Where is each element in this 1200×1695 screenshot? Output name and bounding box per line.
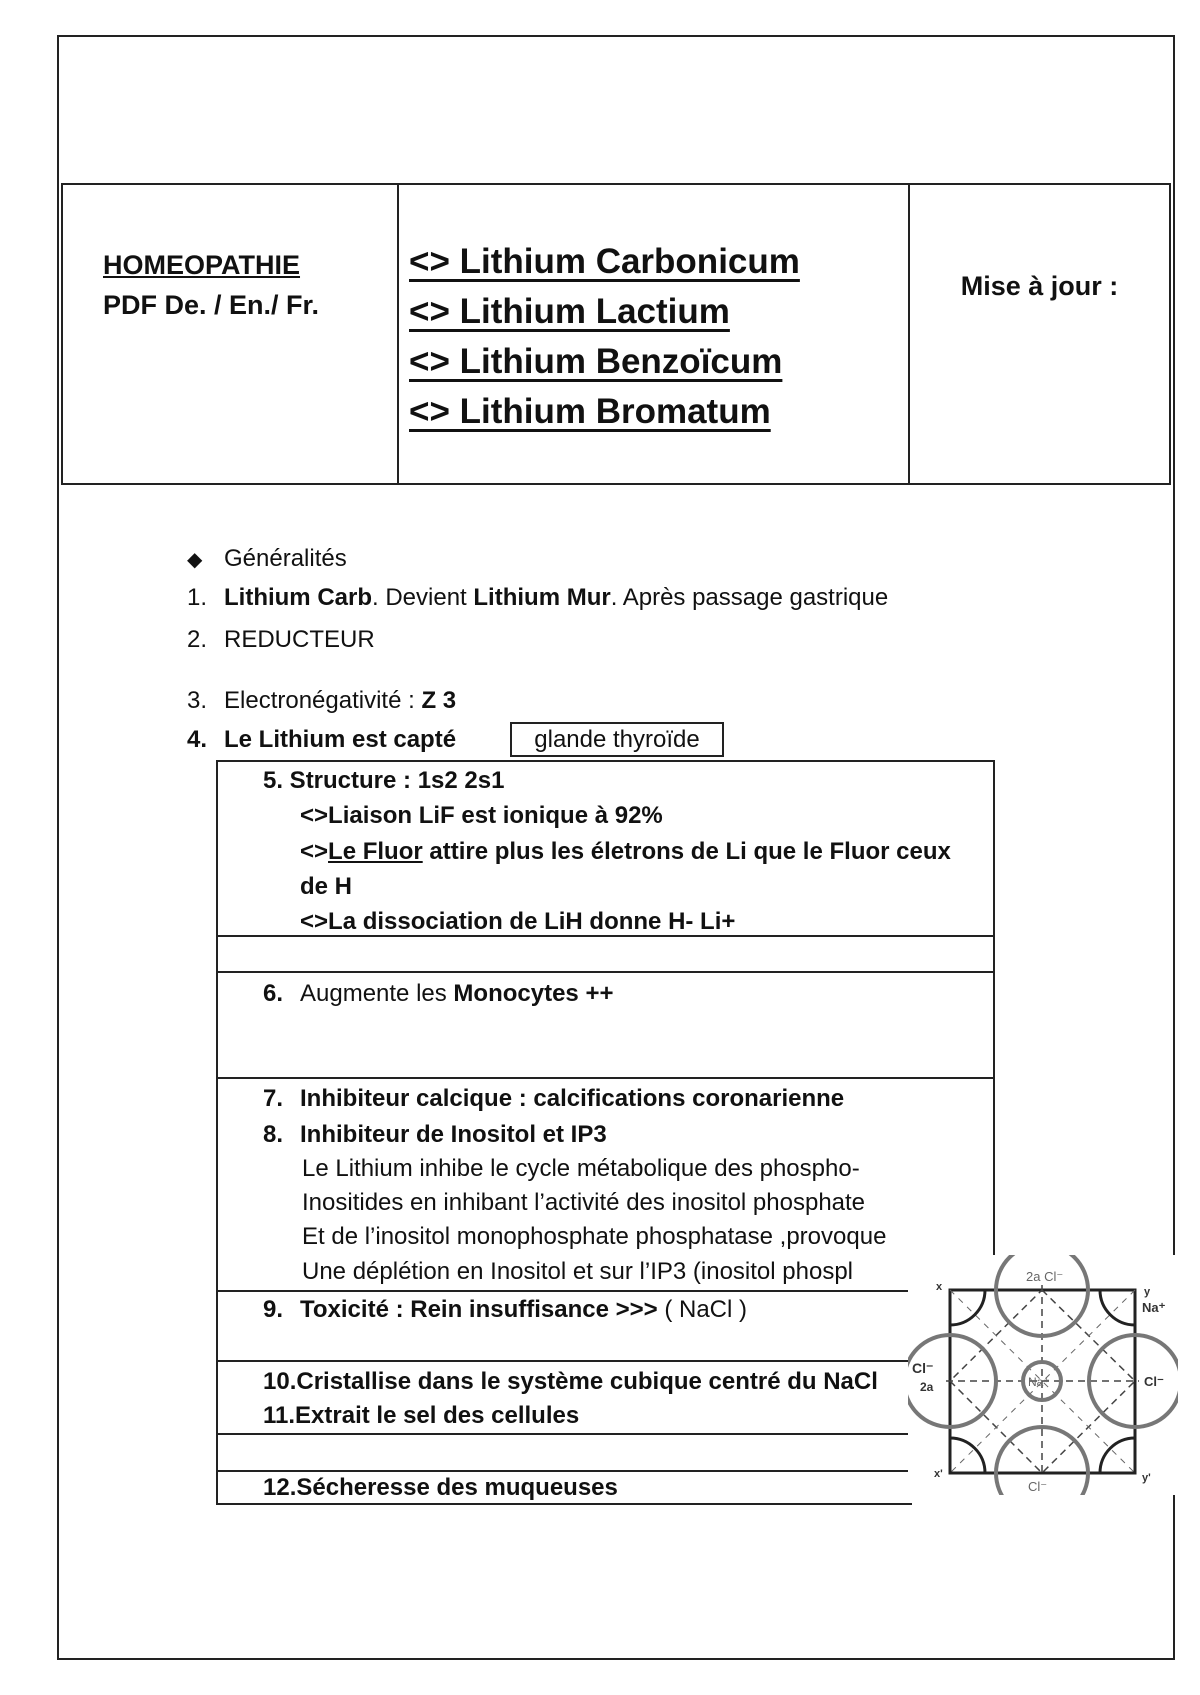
row-divider: [216, 1360, 912, 1362]
row-divider: [216, 971, 995, 973]
row-divider: [216, 1290, 912, 1292]
item-8-line: Une déplétion en Inositol et sur l’IP3 (inositol phospl: [302, 1258, 853, 1285]
generalites-heading: ◆ Généralités: [187, 543, 347, 576]
bottom-label: Cl⁻: [1028, 1479, 1048, 1494]
remedy-item: <> Lithium Carbonicum: [409, 242, 800, 281]
center-label: Na⁺: [1028, 1375, 1050, 1389]
header-cell-update: [910, 185, 1169, 483]
item-5-line: de H: [300, 873, 353, 900]
y-bottom-label: y': [1142, 1472, 1151, 1484]
x-bottom-label: x': [934, 1468, 943, 1480]
list-item-4: 4. Le Lithium est capté: [187, 726, 457, 753]
item-12: 12.Sécheresse des muqueuses: [263, 1474, 618, 1501]
row-divider: [216, 1433, 912, 1435]
box-top-border: [216, 760, 995, 762]
list-item-1: 1. Lithium Carb. Devient Lithium Mur. Après passage gastrique: [187, 584, 889, 611]
x-top-label: x: [936, 1281, 943, 1293]
item-8-line: Le Lithium inhibe le cycle métabolique des phospho-: [302, 1155, 860, 1182]
item-8-line: Inositides en inhibant l’activité des inositol phosphate: [302, 1189, 866, 1216]
item-10: 10.Cristallise dans le système cubique centré du NaCl: [263, 1368, 878, 1395]
item-8-line: Et de l’inositol monophosphate phosphatase ,provoque: [302, 1223, 887, 1250]
item-5-line: <>Le Fluor attire plus les életrons de Li que le Fluor ceux: [300, 838, 951, 865]
left-sub-label: 2a: [920, 1380, 934, 1394]
right-label: Cl⁻: [1144, 1374, 1164, 1389]
item-6: 6. Augmente les Monocytes ++: [263, 980, 614, 1007]
item-7: 7. Inhibiteur calcique : calcifications coronarienne: [263, 1085, 845, 1112]
y-top-label: y: [1144, 1286, 1151, 1298]
list-item-3: 3. Electronégativité : Z 3: [187, 687, 457, 714]
item-9: 9. Toxicité : Rein insuffisance >>> ( NaCl ): [263, 1296, 748, 1323]
item-11: 11.Extrait le sel des cellules: [263, 1402, 580, 1429]
item-5-line: <>Liaison LiF est ionique à 92%: [300, 802, 663, 829]
left-label: Cl⁻: [912, 1360, 934, 1376]
nacl-crystal-diagram: [908, 1255, 1178, 1495]
list-item-2: 2. REDUCTEUR: [187, 626, 375, 653]
diamond-bullet-icon: ◆: [187, 549, 203, 571]
top-label: 2a Cl⁻: [1026, 1269, 1064, 1284]
box-left-border: [216, 760, 218, 1505]
item-5-line: <>La dissociation de LiH donne H- Li+: [300, 908, 736, 935]
thyroid-box: glande thyroïde: [510, 722, 724, 757]
header-cell-title: [63, 185, 399, 483]
item-5-title: 5. Structure : 1s2 2s1: [263, 767, 505, 794]
row-divider: [216, 1077, 995, 1079]
update-label: Mise à jour :: [960, 271, 1119, 301]
item-8-title: 8. Inhibiteur de Inositol et IP3: [263, 1121, 607, 1148]
box-right-border: [993, 760, 995, 1262]
corner-label: Na⁺: [1142, 1300, 1166, 1315]
header-cell-remedies: [399, 185, 910, 483]
remedy-item: <> Lithium Benzoïcum: [409, 342, 783, 381]
header-table: [61, 183, 1171, 485]
document-subtitle: PDF De. / En./ Fr.: [103, 290, 320, 320]
document-title: HOMEOPATHIE: [103, 250, 301, 280]
remedy-item: <> Lithium Bromatum: [409, 392, 771, 431]
remedy-item: <> Lithium Lactium: [409, 292, 730, 331]
